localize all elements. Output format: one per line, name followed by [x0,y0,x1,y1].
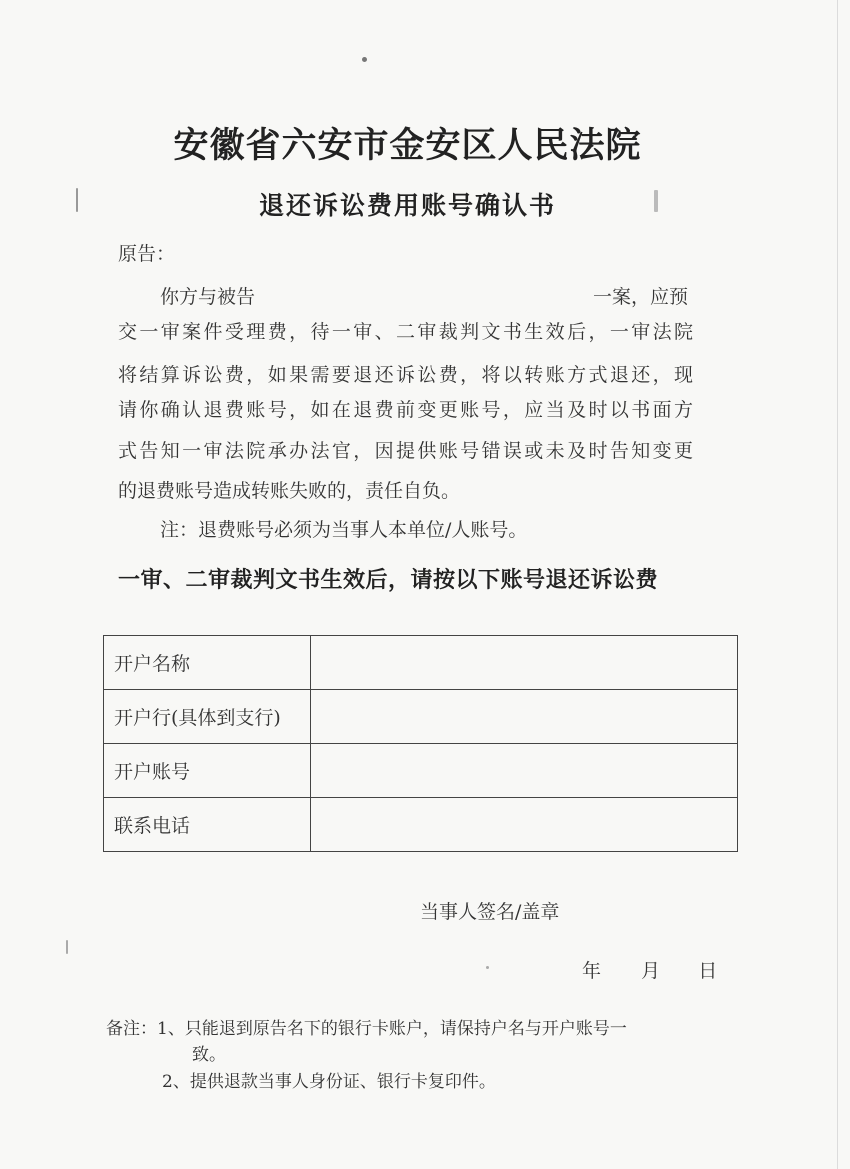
table-row [104,744,738,798]
remark-line-1-cont: 致。 [192,1045,226,1065]
refund-instruction: 一审、二审裁判文书生效后，请按以下账号退还诉讼费 [118,568,659,593]
date-day: 日 [698,960,718,982]
date-month: 月 [641,960,661,982]
table-row [104,798,738,852]
bank-branch-label: 开户行(具体到支行) [104,690,311,744]
body-line: 交一审案件受理费，待一审、二审裁判文书生效后，一审法院 [118,321,693,343]
account-name-label: 开户名称 [104,636,311,690]
body-line: 式告知一审法院承办法官，因提供账号错误或未及时告知变更 [118,440,693,462]
remark-line-1: 备注：1、只能退到原告名下的银行卡账户，请保持户名与开户账号一 [106,1019,627,1039]
account-name-field[interactable] [311,636,738,690]
bank-branch-field[interactable] [311,690,738,744]
body-line: 请你确认退费账号，如在退费前变更账号，应当及时以书面方 [118,399,693,421]
document-subtitle: 退还诉讼费用账号确认书 [258,191,556,220]
body-line: 将结算诉讼费，如果需要退还诉讼费，将以转账方式退还，现 [118,364,693,386]
scan-speck [486,966,489,969]
court-title: 安徽省六安市金安区人民法院 [173,126,642,166]
body-line: 的退费账号造成转账失败的，责任自负。 [118,480,461,502]
body-start: 你方与被告 [160,286,256,308]
remark-line-2: 2、提供退款当事人身份证、银行卡复印件。 [162,1072,496,1092]
scan-speck [66,940,68,954]
plaintiff-label: 原告： [118,243,176,265]
signature-label: 当事人签名/盖章 [420,901,560,923]
table-row [104,690,738,744]
account-number-field[interactable] [311,744,738,798]
account-table [103,635,738,852]
scan-speck [362,57,367,62]
notice-text: 注：退费账号必须为当事人本单位/人账号。 [160,519,528,541]
phone-field[interactable] [311,798,738,852]
scan-edge [837,0,838,1169]
date-line [582,956,717,983]
date-year: 年 [582,960,602,982]
table-row [104,636,738,690]
account-number-label: 开户账号 [104,744,311,798]
body-case: 一案，应预 [593,286,689,308]
phone-label: 联系电话 [104,798,311,852]
